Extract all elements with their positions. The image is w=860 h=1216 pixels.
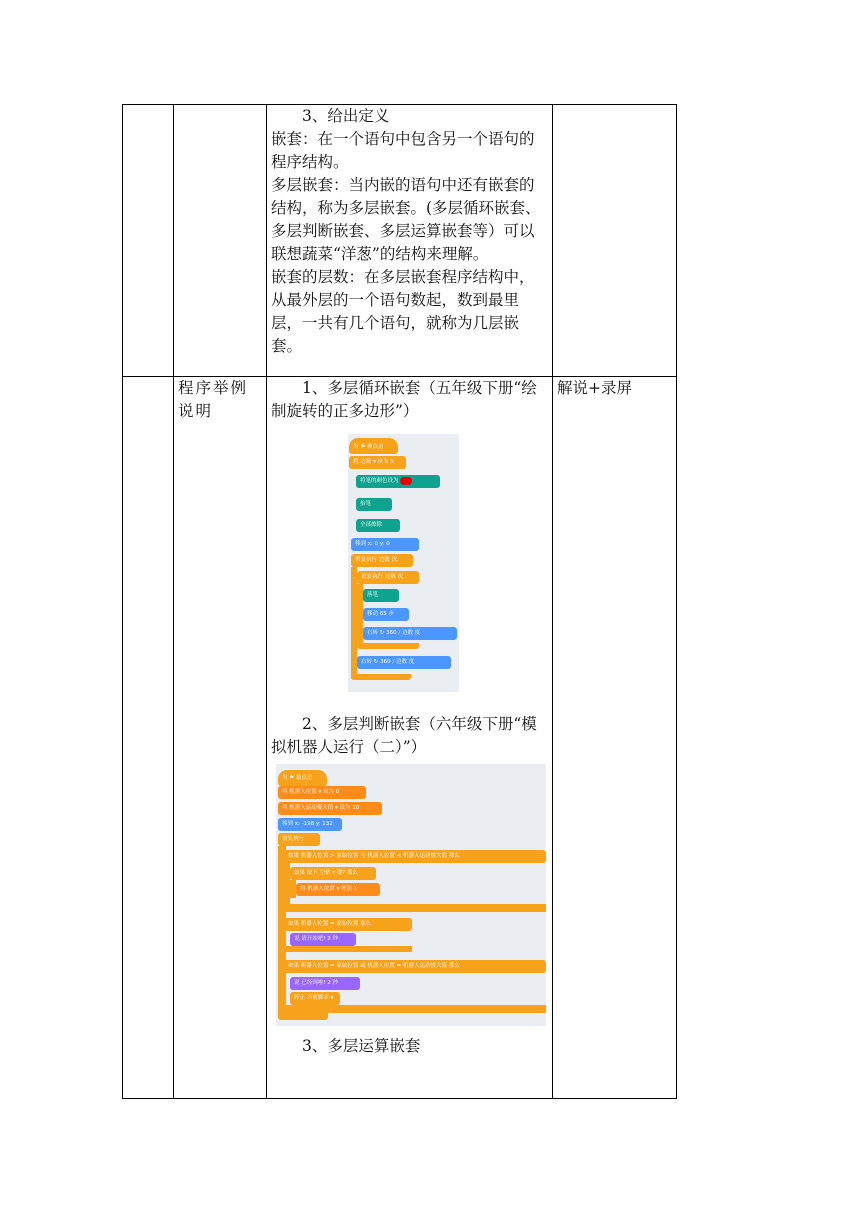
red-color-swatch (400, 477, 412, 485)
scratch-figure-conditionals (271, 759, 548, 1035)
example-2-heading: 2、多层判断嵌套（六年级下册“模拟机器人运行（二）”） (271, 715, 537, 756)
note-text: 解说+录屏 (557, 379, 632, 397)
scratch-figure-loops (271, 423, 548, 713)
goto-block: 移到 x: 0 y: 0 (351, 538, 419, 551)
say-arrived-block: 说 已经到啦! 2 秒 (290, 977, 360, 990)
row-label: 程序举例说明 (178, 379, 249, 420)
if-key-block: 如果 按下 空格 ▾ 键? 那么 (290, 867, 376, 880)
clear-block: 全部擦除 (356, 519, 400, 532)
section-heading: 3、给出定义 (302, 107, 390, 125)
note-cell (553, 377, 677, 1099)
forever-end (278, 1013, 328, 1020)
forever-block: 重复执行 (278, 833, 320, 846)
if-or-end (284, 1005, 546, 1013)
repeat-outer-block: 重复执行 边数 次 (351, 554, 413, 567)
set-position-block: 将 机器人位置 ▾ 设为 0 (278, 786, 366, 799)
when-flag-block: 当 ⚑ 被点击 (353, 444, 384, 450)
scratch-screenshot-2 (276, 764, 546, 1026)
definition-levels: 嵌套的层数：在多层嵌套程序结构中，从最外层的一个语句数起，数到最里层，一共有几个语句，就称为几层嵌套。 (271, 268, 535, 355)
if-range-end (284, 904, 546, 912)
set-max-block: 将 机器人运动极大值 ▾ 设为 10 (278, 802, 382, 815)
say-start-block: 说 请开始吧! 2 秒 (290, 933, 356, 946)
if-range-block: 如果 机器人位置 > 原始位置 与 机器人位置 < 机器人运动极大值 那么 (284, 850, 546, 863)
set-variable-block: 将 边数 ▾ 设为 5 (349, 456, 406, 469)
content-cell (267, 105, 553, 377)
lesson-table (122, 104, 677, 1099)
empty-cell (174, 105, 267, 377)
pen-up-block: 抬笔 (356, 498, 392, 511)
when-flag-block: 当 ⚑ 被点击 (282, 775, 313, 781)
move-block: 移动 65 步 (363, 608, 409, 621)
turn-outer-block: 右转 ↻ 360 / 边数 度 (357, 656, 451, 669)
pen-down-block: 落笔 (363, 589, 399, 602)
stop-block: 停止 当前脚本 ▾ (290, 992, 340, 1005)
example-3-heading: 3、多层运算嵌套 (302, 1037, 421, 1055)
repeat-outer-end (351, 674, 411, 680)
empty-cell (123, 105, 174, 377)
pen-color-block (356, 475, 440, 488)
if-equal-block: 如果 机器人位置 = 原始位置 那么 (284, 918, 412, 931)
table-row (123, 377, 677, 1099)
content-cell (267, 377, 553, 1099)
if-equal-end (284, 946, 412, 952)
repeat-inner-block: 重复执行 边数 次 (357, 571, 419, 584)
empty-cell (123, 377, 174, 1099)
change-position-block: 将 机器人位置 ▾ 增加 1 (296, 883, 380, 896)
definition-multilevel: 多层嵌套：当内嵌的语句中还有嵌套的结构，称为多层嵌套。(多层循环嵌套、多层判断嵌套、多层运算嵌套等）可以联想蔬菜“洋葱”的结构来理解。 (271, 176, 541, 263)
example-1-heading: 1、多层循环嵌套（五年级下册“绘制旋转的正多边形”） (271, 379, 537, 420)
turn-inner-block: 右转 ↻ 360 / 边数 度 (363, 627, 457, 640)
row-label-cell (174, 377, 267, 1099)
goto-block: 移到 x: -198 y: 132 (278, 818, 342, 831)
definition-nesting: 嵌套：在一个语句中包含另一个语句的程序结构。 (271, 130, 535, 171)
pen-color-label: 将笔的颜色设为 (360, 478, 399, 484)
if-or-block: 如果 机器人位置 = 原始位置 或 机器人位置 = 机器人运动极大值 那么 (284, 960, 546, 973)
scratch-screenshot-1 (348, 434, 459, 692)
repeat-inner-end (357, 643, 419, 649)
empty-cell (553, 105, 677, 377)
table-row (123, 105, 677, 377)
